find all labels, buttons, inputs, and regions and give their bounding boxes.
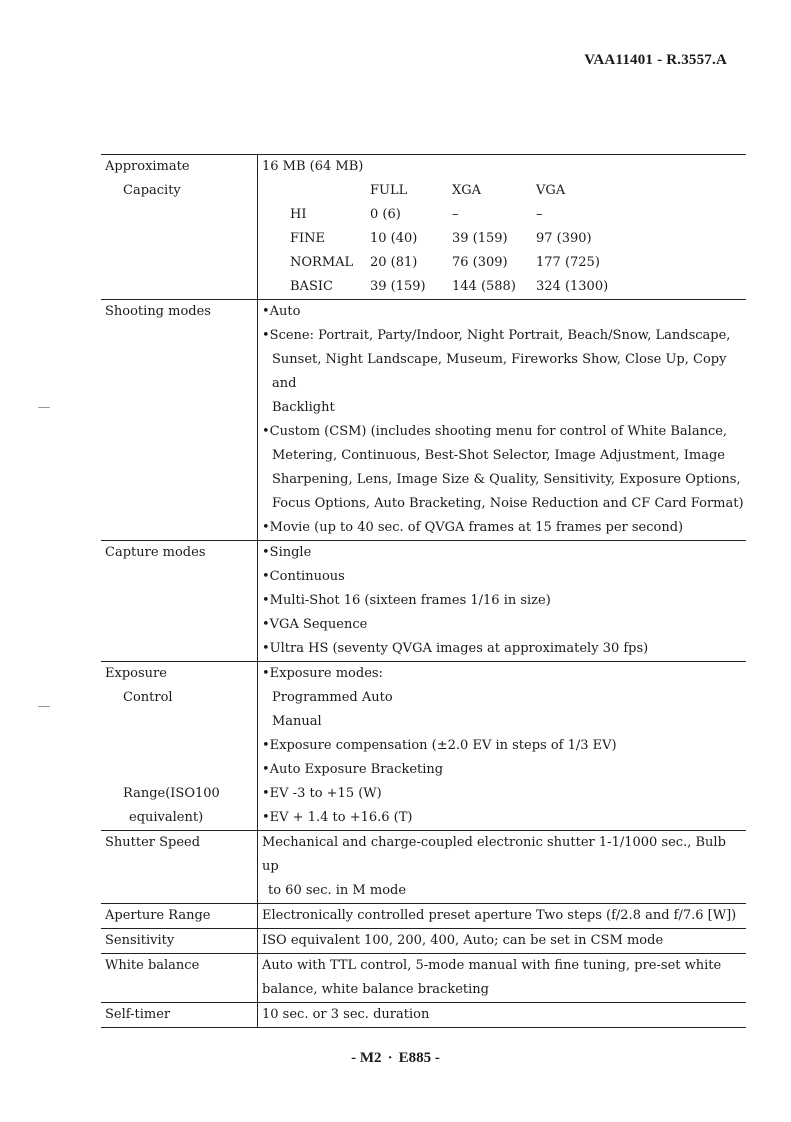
capacity-cell: 0 (6)	[370, 207, 401, 222]
scan-mark	[38, 706, 50, 707]
row-label: Shutter Speed	[105, 835, 201, 850]
quality-cell: FINE	[290, 231, 326, 246]
document-code: VAA11401 - R.3557.A	[584, 52, 727, 68]
spec-row-self-timer	[101, 1003, 746, 1028]
list-item: •Single	[262, 545, 312, 560]
row-value	[258, 541, 747, 662]
spec-row-sensitivity	[101, 929, 746, 954]
list-item: •Ultra HS (seventy QVGA images at approximately 30 fps)	[262, 641, 649, 656]
column-header: FULL	[370, 183, 408, 198]
capacity-cell: –	[452, 207, 459, 222]
list-item: •Continuous	[262, 569, 345, 584]
scan-mark	[38, 407, 50, 408]
capacity-cell: 10 (40)	[370, 231, 418, 246]
spec-table	[101, 154, 746, 1028]
row-label: White balance	[105, 958, 200, 973]
row-value	[258, 155, 747, 300]
row-label: Capture modes	[105, 545, 206, 560]
row-label: Approximate Capacity	[105, 159, 190, 198]
capacity-cell: 144 (588)	[452, 279, 516, 294]
row-value: Electronically controlled preset aperture Two steps (f/2.8 and f/7.6 [W])	[258, 904, 747, 929]
row-value: Mechanical and charge-coupled electronic shutter 1-1/1000 sec., Bulb up to 60 sec. in M mode	[258, 831, 747, 904]
capacity-cell: 324 (1300)	[536, 279, 609, 294]
list-item: •VGA Sequence	[262, 617, 368, 632]
capacity-cell: 39 (159)	[452, 231, 508, 246]
page-number-right: E885 -	[398, 1050, 440, 1066]
column-header: VGA	[536, 183, 566, 198]
row-value: Auto with TTL control, 5-mode manual with fine tuning, pre-set white balance, white balance bracketing	[258, 954, 747, 1003]
spec-row-shutter	[101, 831, 746, 904]
column-header: XGA	[452, 183, 482, 198]
capacity-cell: 76 (309)	[452, 255, 508, 270]
capacity-cell: 39 (159)	[370, 279, 426, 294]
page-footer	[0, 1050, 791, 1067]
capacity-media: 16 MB (64 MB)	[262, 159, 364, 174]
spec-row-capacity	[101, 155, 746, 300]
spec-row-capture-modes	[101, 541, 746, 662]
row-label: Self-timer	[105, 1007, 171, 1022]
list-item: •Multi-Shot 16 (sixteen frames 1/16 in size)	[262, 593, 551, 608]
page-number-left: - M2	[351, 1050, 382, 1066]
capacity-grid	[290, 179, 746, 299]
separator-dot: ·	[387, 1050, 393, 1066]
row-value: ISO equivalent 100, 200, 400, Auto; can be set in CSM mode	[258, 929, 747, 954]
row-value: 10 sec. or 3 sec. duration	[258, 1003, 747, 1028]
row-label: Shooting modes	[105, 304, 211, 319]
row-label: Sensitivity	[105, 933, 175, 948]
row-value: •Exposure modes: Programmed Auto Manual •Exposure compensation (±2.0 EV in steps of 1/3 EV) •Auto Exposure Bracketing •EV -3 to +15 (W) •EV + 1.4 to +16.6 (T)	[258, 662, 747, 831]
quality-cell: BASIC	[290, 279, 333, 294]
quality-cell: NORMAL	[290, 255, 354, 270]
capacity-cell: 97 (390)	[536, 231, 592, 246]
capacity-cell: 177 (725)	[536, 255, 600, 270]
row-value: •Auto •Scene: Portrait, Party/Indoor, Night Portrait, Beach/Snow, Landscape, Sunset, Night Landscape, Museum, Fireworks Show, Close Up, Copy and Backlight •Custom (CSM) (includes shooting menu for control of White Balance, Metering, Continuous, Best-Shot Selector, Image Adjustment, Image Sharpening, Lens, Image Size & Quality, Sensitivity, Exposure Options, Focus Options, Auto Bracketing, Noise Reduction and CF Card Format) •Movie (up to 40 sec. of QVGA frames at 15 frames per second)	[258, 300, 747, 541]
row-label: Aperture Range	[105, 908, 211, 923]
spec-row-aperture	[101, 904, 746, 929]
row-label: Exposure Control Range(ISO100 equivalent)	[105, 666, 220, 825]
quality-cell: HI	[290, 207, 307, 222]
spec-row-shooting-modes	[101, 300, 746, 541]
capacity-cell: 20 (81)	[370, 255, 418, 270]
spec-row-exposure	[101, 662, 746, 831]
capacity-cell: –	[536, 207, 543, 222]
spec-row-white-balance	[101, 954, 746, 1003]
